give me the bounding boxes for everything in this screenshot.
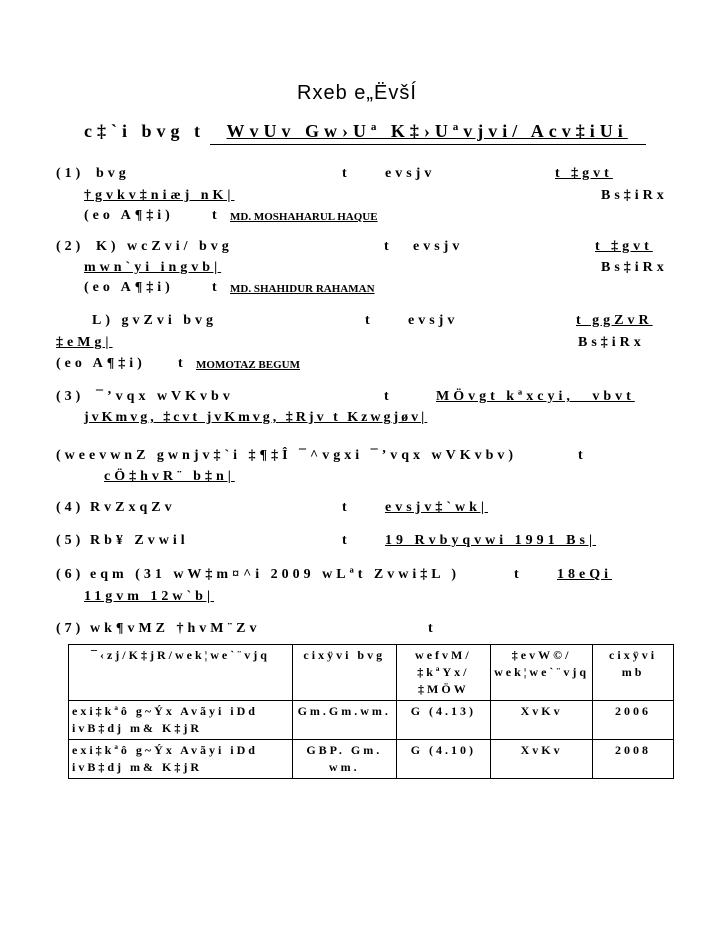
item1-bangla-label: evsjv (385, 166, 436, 181)
item1-label: bvg (96, 166, 130, 181)
cell-board: XvKv (491, 701, 593, 740)
item6-colon: t (514, 567, 523, 582)
item3b-colon: t (578, 448, 587, 463)
item2b-english-label: Bs‡iRx (578, 335, 645, 350)
item2-colon: t (384, 239, 393, 254)
cell-institution: exi‡kªô g~Ýx Avãyi iDd ivB‡dj m& K‡jR (69, 701, 293, 740)
cell-exam-name: GBP. Gm. wm. (292, 740, 396, 779)
item1-english-value: MD. MOSHAHARUL HAQUE (230, 211, 378, 223)
education-table (68, 644, 674, 779)
item3-colon: t (384, 389, 393, 404)
item2-english-value: MD. SHAHIDUR RAHAMAN (230, 283, 375, 295)
item2-english-label: Bs‡iRx (601, 260, 668, 275)
item1-number: (1) (56, 166, 85, 181)
item2-eng-colon: t (212, 280, 221, 295)
post-title: WvUv Gw›Uª K‡›Uªvjvi/ Acv‡iUi (226, 121, 628, 141)
item6-value-cont: 11gvm 12w`b| (84, 589, 215, 604)
cell-exam-name: Gm.Gm.wm. (292, 701, 396, 740)
table-row (69, 701, 674, 740)
item1-english-label: Bs‡iRx (601, 188, 668, 203)
cell-year: 2006 (593, 701, 674, 740)
item5-value: 19 Rvbyqvwi 1991 Bs| (385, 533, 597, 548)
post-heading (84, 121, 628, 142)
cell-division: G (4.10) (396, 740, 490, 779)
item2-label: K) wcZvi/ bvg (96, 239, 233, 254)
item2b-eng-colon: t (178, 356, 187, 371)
item2b-bangla-value-cont: ‡eMg| (56, 335, 113, 350)
item2-number: (2) (56, 239, 85, 254)
item5-colon: t (342, 533, 351, 548)
header-year: cixÿvi mb (593, 645, 674, 701)
item3-label: ¯’vqx wVKvbv (96, 389, 234, 404)
header-division: wefvM/‡kªYx/‡MÖW (396, 645, 490, 701)
header-board: ‡evW©/ wek¦we`¨vjq (491, 645, 593, 701)
item2-bangla-value-cont: mwn`yi ingvb| (84, 260, 222, 275)
item1-eng-colon: t (212, 208, 221, 223)
item2b-label: L) gvZvi bvg (92, 313, 218, 328)
cell-year: 2008 (593, 740, 674, 779)
item1-colon: t (342, 166, 351, 181)
item4-number: (4) (56, 500, 85, 515)
item7-colon: t (428, 621, 437, 636)
header-exam-name: cixÿvi bvg (292, 645, 396, 701)
item2-bangla-value: t ‡gvt (595, 239, 653, 254)
item1-bangla-value: t ‡gvt (555, 166, 613, 181)
item4-label: RvZxqZv (90, 500, 176, 515)
header-institution: ¯‹zj/K‡jR/wek¦we`¨vjq (69, 645, 293, 701)
item2b-eng-caps-label: (eo A¶‡i) (56, 356, 146, 371)
table-header-row (69, 645, 674, 701)
item2-bangla-label: evsjv (413, 239, 464, 254)
item5-number: (5) (56, 533, 85, 548)
item6-number: (6) (56, 567, 85, 582)
item6-label: eqm (31 wW‡m¤^i 2009 wLªt Zvwi‡L ) (90, 567, 460, 582)
item4-colon: t (342, 500, 351, 515)
item1-bangla-value-cont: †gvkv‡niæj nK| (84, 188, 235, 203)
item5-label: Rb¥ Zvwil (90, 533, 189, 548)
item2b-bangla-value: t ggZvR (576, 313, 653, 328)
item6-value: 18eQi (557, 567, 612, 582)
item3-value-cont: jvKmvg, ‡cvt jvKmvg, ‡Rjv t Kzwgjøv| (84, 410, 428, 425)
cell-division: G (4.13) (396, 701, 490, 740)
cell-board: XvKv (491, 740, 593, 779)
cell-institution: exi‡kªô g~Ýx Avãyi iDd ivB‡dj m& K‡jR (69, 740, 293, 779)
heading-underline (210, 144, 646, 145)
item2-eng-caps-label: (eo A¶‡i) (84, 280, 174, 295)
item2b-english-value: MOMOTAZ BEGUM (196, 359, 300, 371)
item2b-bangla-label: evsjv (408, 313, 459, 328)
item4-value: evsjv‡`wk| (385, 500, 488, 515)
page-title: Rxeb e„ËvšÍ (297, 82, 417, 104)
post-heading-prefix: c‡`i bvg t (84, 121, 205, 141)
item3-value: MÖvgt kªxcyi, _vbvt (436, 389, 635, 404)
item3b-value: cÖ‡hvR¨ b‡n| (104, 469, 235, 484)
item3-number: (3) (56, 389, 85, 404)
table-row (69, 740, 674, 779)
item2b-colon: t (365, 313, 374, 328)
item7-label: wk¶vMZ †hvM¨Zv (90, 621, 261, 636)
item3b-label: (weevwnZ gwnjv‡`i ‡¶‡Î ¯^vgxi ¯’vqx wVKvbv) (56, 448, 518, 463)
item1-eng-caps-label: (eo A¶‡i) (84, 208, 174, 223)
item7-number: (7) (56, 621, 85, 636)
